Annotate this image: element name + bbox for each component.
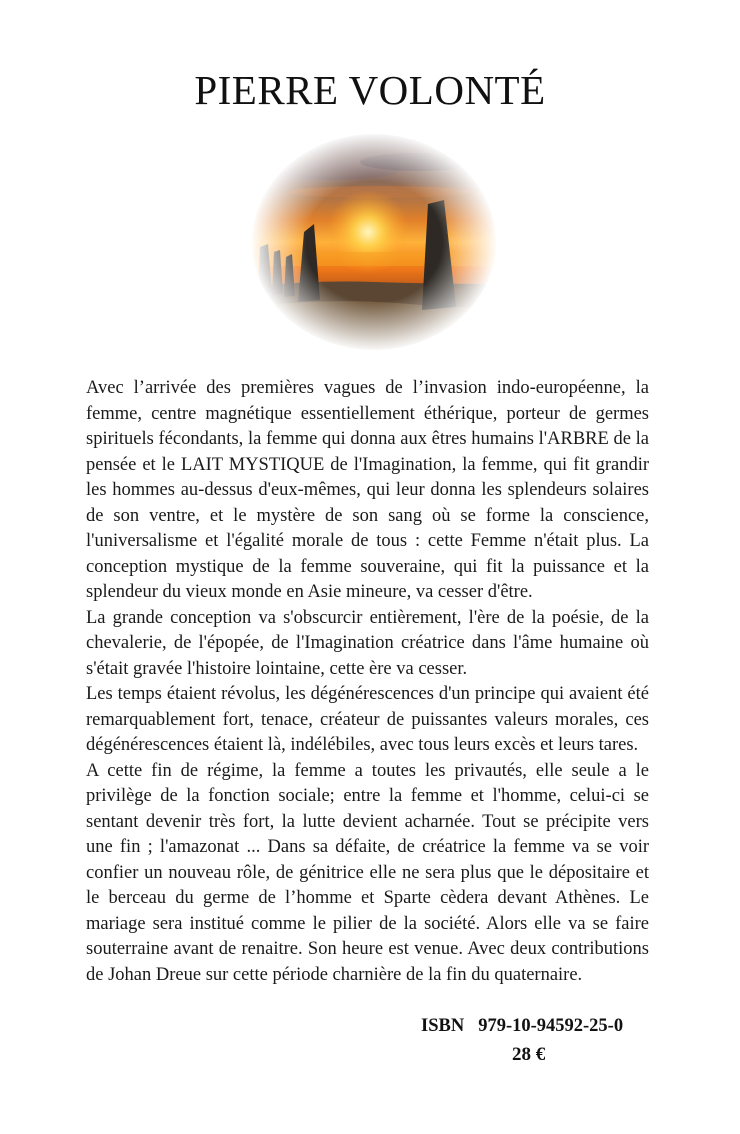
blurb-paragraph: A cette fin de régime, la femme a toutes les privautés, elle seule a le privilège de la fonction sociale; entre la femme et l'homme, celui-ci se sentant devenir très fort, la lutte devient acharnée. Tout se précipite vers une fin ; l'amazonat ... Dans sa défaite, de créatrice la femme va se voir confier un nouveau rôle, de génitrice elle ne sera plus que le dépositaire et le berceau du germe de l’homme et Sparte cèdera devant Athènes. Le mariage sera institué comme le pilier de la société. Alors elle va se faire souterraine avant de renaitre. Son heure est venue. Avec deux contributions de Johan Dreue sur cette période charnière de la fin du quaternaire. [86, 760, 649, 985]
isbn-line [421, 1016, 623, 1037]
blurb-paragraph: Avec l’arrivée des premières vagues de l’invasion indo-européenne, la femme, centre magnétique essentiellement éthérique, porteur de germes spirituels fécondants, la femme qui donna aux êtres humains l'ARBRE de la pensée et le LAIT MYSTIQUE de l'Imagination, la femme, qui fit grandir les hommes au-dessus d'eux-mêmes, qui leur donna les splendeurs solaires de son ventre, et le mystère de son sang où se forme la conscience, l'universalisme et l'égalité morale de tous : cette Femme n'était plus. La conception mystique de la femme souveraine, qui fit la puissance et la splendeur du vieux monde en Asie mineure, va cesser d'être. [86, 378, 649, 602]
sunset-standing-stones-icon [250, 132, 498, 352]
isbn-number: 979-10-94592-25-0 [478, 1016, 624, 1036]
blurb-paragraph: La grande conception va s'obscurcir entièrement, l'ère de la poésie, de la chevalerie, de l'épopée, de l'Imagination créatrice dans l'âme humaine où s'était gravée l'histoire lointaine, cette ère va cesser. [86, 607, 649, 679]
cover-illustration [250, 132, 498, 352]
price: 28 € [512, 1044, 546, 1065]
isbn-label: ISBN [421, 1016, 465, 1036]
blurb-paragraph: Les temps étaient révolus, les dégénérescences d'un principe qui avaient été remarquablement fort, tenace, créateur de puissantes valeurs morales, ces dégénérescences étaient là, indélébiles, avec tous leurs excès et leurs tares. [86, 684, 649, 755]
back-cover-blurb [86, 376, 649, 988]
author-name: PIERRE VOLONTÉ [194, 67, 546, 113]
